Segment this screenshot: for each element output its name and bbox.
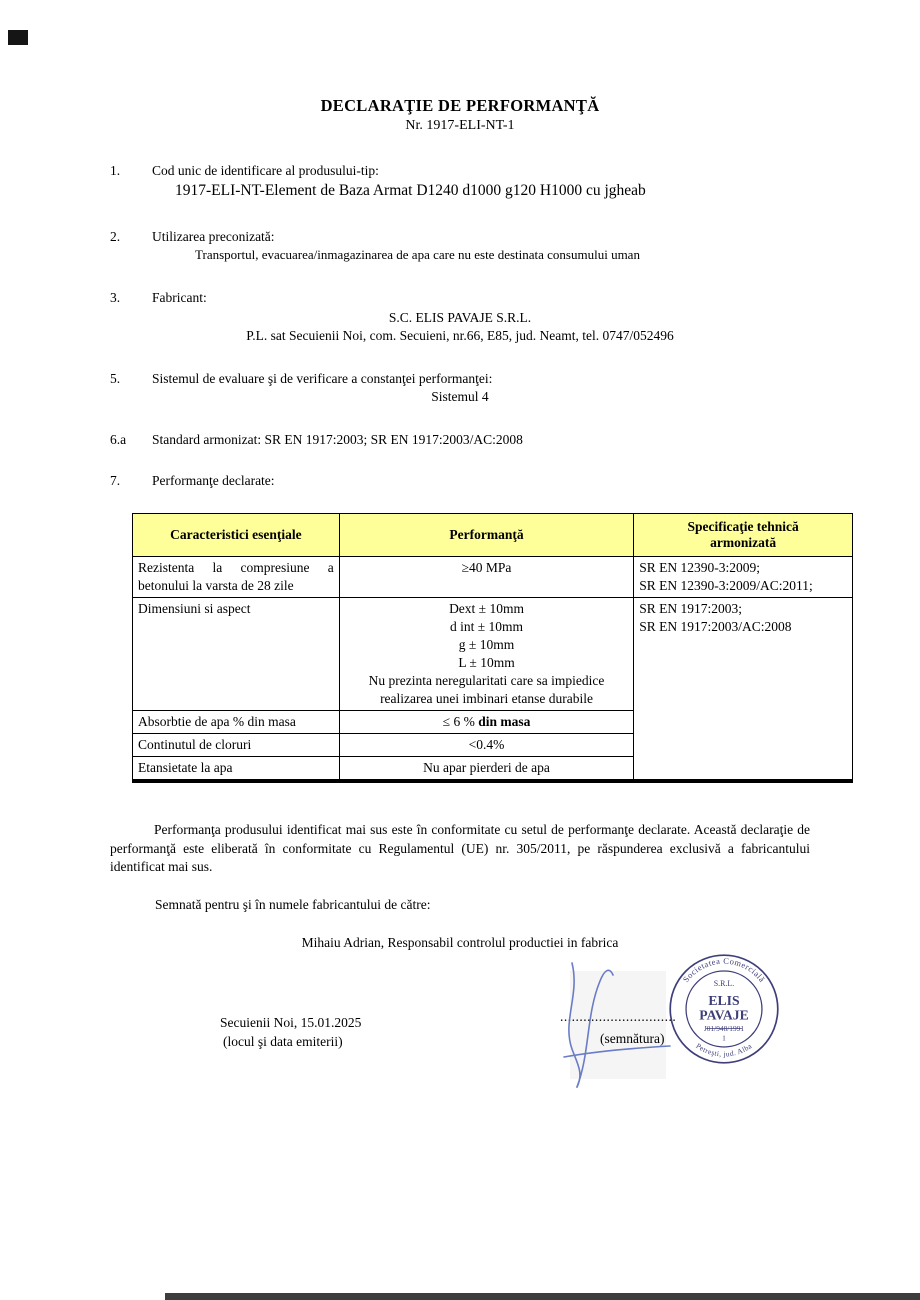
- item-2: [110, 228, 850, 245]
- stamp-top-text: Societatea Comercială: [680, 955, 768, 984]
- signature-label: (semnătura): [600, 1030, 665, 1046]
- scan-artifact-top-left: [8, 30, 28, 45]
- chlorides-characteristic: Continutul de cloruri: [133, 734, 340, 757]
- dim-dext: Dext ± 10mm: [449, 601, 524, 616]
- handwritten-signature: [546, 959, 686, 1094]
- watertightness-performance: Nu apar pierderi de apa: [339, 757, 634, 782]
- item-7: [110, 472, 850, 489]
- item-7-number: 7.: [110, 473, 121, 488]
- item-3-label: Fabricant:: [152, 290, 207, 305]
- product-identifier: 1917-ELI-NT-Element de Baza Armat D1240 d1000 g120 H1000 cu jgheab: [175, 182, 646, 199]
- dim-l: L ± 10mm: [458, 655, 515, 670]
- compression-characteristic: Rezistenta la compresiune a betonului la varsta de 28 zile: [133, 557, 340, 598]
- signature-dotted-line: ..............................: [560, 1008, 677, 1024]
- item-7-label: Performanţe declarate:: [152, 473, 275, 488]
- item-3-number: 3.: [110, 290, 121, 305]
- compression-spec-line2: SR EN 12390-3:2009/AC:2011;: [639, 578, 813, 593]
- stamp-bottom-text: Petreşti, jud. Alba: [694, 1040, 754, 1058]
- compression-performance: ≥40 MPa: [339, 557, 634, 598]
- document-number: Nr. 1917-ELI-NT-1: [405, 118, 515, 133]
- dimensions-spec: [634, 598, 853, 782]
- dim-dint: d int ± 10mm: [449, 619, 524, 634]
- dimensions-characteristic: Dimensiuni si aspect: [133, 598, 340, 711]
- item-5: [110, 370, 850, 387]
- item-1-label: Cod unic de identificare al produsului-tip:: [152, 163, 379, 178]
- item-1-number: 1.: [110, 163, 121, 178]
- stamp-srl: S.R.L.: [713, 978, 735, 988]
- manufacturer-name: S.C. ELIS PAVAJE S.R.L.: [388, 310, 532, 325]
- dimensions-spec-line1: SR EN 1917:2003;: [639, 601, 743, 616]
- signatory-name: Mihaiu Adrian, Responsabil controlul productiei in fabrica: [301, 934, 619, 950]
- conformity-statement: Performanţa produsului identificat mai sus este în conformitate cu setul de performanţe declarate. Această declaraţie de performanţă este eliberată în conformitate cu Regulamentul (UE) nr. 305/2011, pe răspunderea exclusivă a fabricantului identificat mai sus.: [110, 822, 810, 874]
- signed-by-label: Semnată pentru şi în numele fabricantului de către:: [155, 896, 431, 912]
- table-row-dimensions: [133, 598, 853, 711]
- watertightness-characteristic: Etansietate la apa: [133, 757, 340, 782]
- chlorides-performance: <0.4%: [339, 734, 634, 757]
- intended-use: Transportul, evacuarea/inmagazinarea de apa care nu este destinata consumului uman: [195, 247, 640, 262]
- table-header-characteristics: Caracteristici esenţiale: [133, 514, 340, 557]
- absorption-performance-unit: din masa: [478, 714, 531, 729]
- document-title: DECLARAŢIE DE PERFORMANŢĂ: [320, 96, 600, 115]
- item-6a: [110, 431, 850, 448]
- dimensions-performance: [339, 598, 634, 711]
- signature-block: [0, 955, 920, 1279]
- absorption-performance-value: ≤ 6 %: [442, 714, 475, 729]
- compression-spec: [634, 557, 853, 598]
- item-2-number: 2.: [110, 229, 121, 244]
- compression-spec-line1: SR EN 12390-3:2009;: [639, 560, 761, 575]
- item-5-label: Sistemul de evaluare şi de verificare a constanţei performanţei:: [152, 371, 493, 386]
- company-stamp: [666, 951, 782, 1067]
- stamp-name-line2: PAVAJE: [699, 1007, 749, 1023]
- scan-artifact-bottom: [165, 1293, 920, 1300]
- table-header-performance: Performanţă: [339, 514, 634, 557]
- item-5-number: 5.: [110, 371, 121, 386]
- stamp-name-line1: ELIS: [708, 992, 740, 1008]
- dimensions-spec-line2: SR EN 1917:2003/AC:2008: [639, 619, 792, 634]
- place-and-date: Secuienii Noi, 15.01.2025: [220, 1014, 362, 1030]
- dim-g: g ± 10mm: [458, 637, 515, 652]
- stamp-registration: J01/948/1991: [703, 1023, 745, 1033]
- item-6a-number: 6.a: [110, 432, 127, 447]
- item-3: [110, 289, 850, 306]
- manufacturer-address: P.L. sat Secuienii Noi, com. Secuieni, nr.66, E85, jud. Neamt, tel. 0747/052496: [246, 328, 674, 343]
- dim-regularity-note: Nu prezinta neregularitati care sa impiedice realizarea unei imbinari etanse durabile: [368, 673, 605, 706]
- table-header-spec: Specificaţie tehnică armonizată: [634, 514, 853, 557]
- performance-table: [132, 513, 853, 783]
- stamp-number: 1: [722, 1033, 726, 1043]
- avcp-system: Sistemul 4: [431, 389, 489, 404]
- table-header-row: [133, 514, 853, 557]
- item-2-label: Utilizarea preconizată:: [152, 229, 275, 244]
- absorption-characteristic: Absorbtie de apa % din masa: [133, 711, 340, 734]
- absorption-performance: [339, 711, 634, 734]
- table-row-compression: [133, 557, 853, 598]
- place-date-label: (locul şi data emiterii): [223, 1033, 343, 1049]
- item-6a-label: Standard armonizat: SR EN 1917:2003; SR EN 1917:2003/AC:2008: [152, 432, 523, 447]
- item-1: [110, 162, 850, 179]
